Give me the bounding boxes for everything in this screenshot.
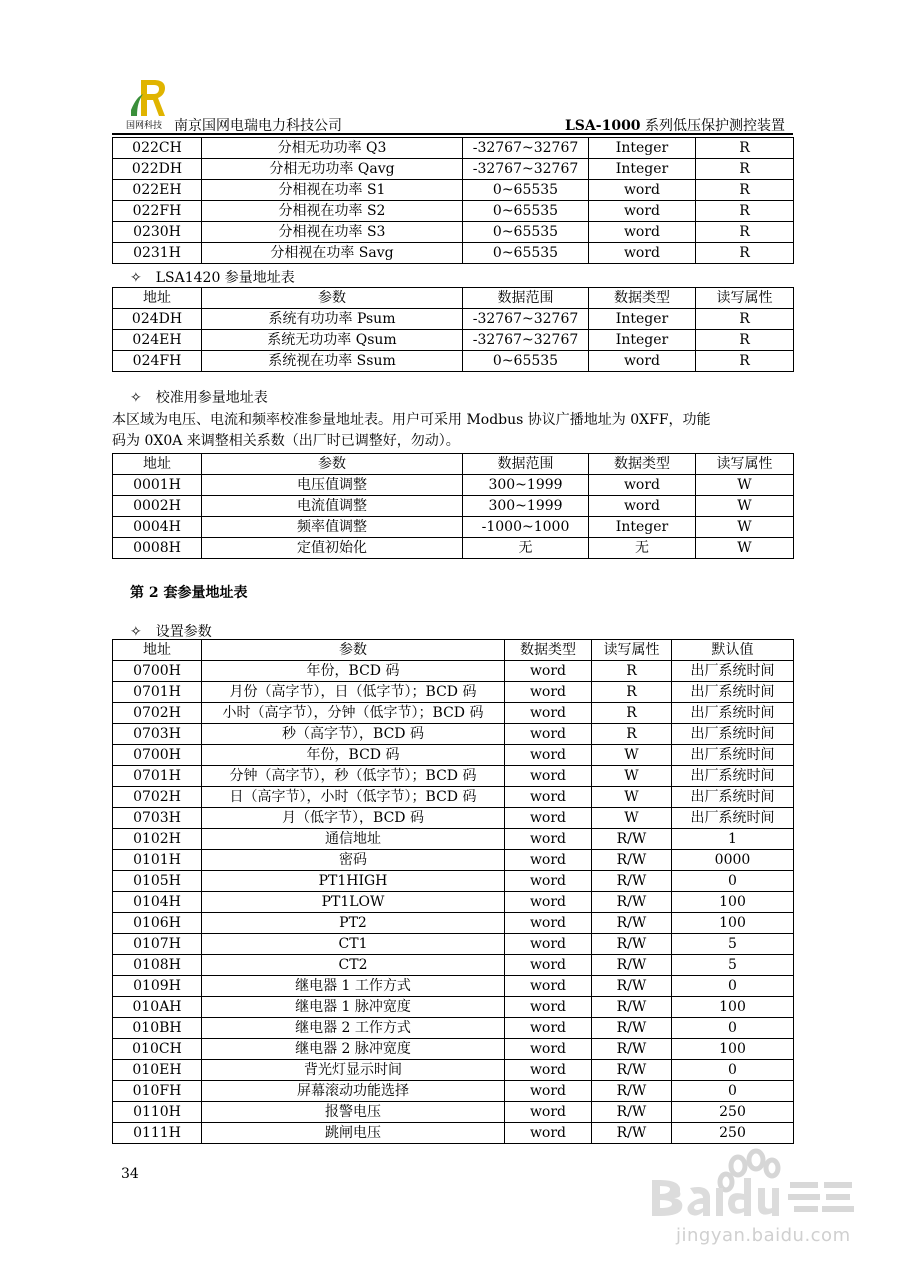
table-cell: 分相视在功率 Savg xyxy=(202,243,463,264)
table-cell: 0106H xyxy=(113,913,202,934)
section-title: 校准用参量地址表 xyxy=(155,390,268,406)
table-cell: word xyxy=(505,1039,592,1060)
column-header: 数据类型 xyxy=(505,640,592,661)
table-cell: -32767~32767 xyxy=(463,309,589,330)
table-cell: 秒（高字节），BCD 码 xyxy=(202,724,505,745)
table-row xyxy=(113,1039,794,1060)
table-cell: 0702H xyxy=(113,703,202,724)
table-cell: 分相无功功率 Qavg xyxy=(202,159,463,180)
table-cell: R/W xyxy=(592,1039,672,1060)
table-cell: word xyxy=(505,976,592,997)
table-cell: 月（低字节），BCD 码 xyxy=(202,808,505,829)
section-title: LSA1420 参量地址表 xyxy=(155,270,295,286)
table-row xyxy=(113,159,794,180)
table-cell: 0230H xyxy=(113,222,202,243)
table-cell: R/W xyxy=(592,934,672,955)
table-cell: CT1 xyxy=(202,934,505,955)
table-cell: W xyxy=(592,766,672,787)
table-row xyxy=(113,222,794,243)
table-cell: R xyxy=(696,243,794,264)
product-model: LSA-1000 xyxy=(564,118,641,134)
table-cell: Integer xyxy=(589,309,696,330)
table-row xyxy=(113,871,794,892)
table-row xyxy=(113,1102,794,1123)
table-cell: 出厂系统时间 xyxy=(672,661,794,682)
column-header: 读写属性 xyxy=(592,640,672,661)
table-cell: 密码 xyxy=(202,850,505,871)
table-continued-params xyxy=(112,137,794,264)
table-cell: word xyxy=(505,997,592,1018)
table-row xyxy=(113,475,794,496)
table-cell: 100 xyxy=(672,913,794,934)
table-cell: R/W xyxy=(592,871,672,892)
diamond-icon: ✧ xyxy=(130,390,142,406)
watermark-url: jingyan.baidu.com xyxy=(676,1225,851,1246)
table-cell: R xyxy=(696,159,794,180)
table-cell: 250 xyxy=(672,1102,794,1123)
table-cell: R xyxy=(592,724,672,745)
table-cell: 022DH xyxy=(113,159,202,180)
table-cell: 背光灯显示时间 xyxy=(202,1060,505,1081)
table-cell: R xyxy=(696,351,794,372)
diamond-icon: ✧ xyxy=(130,270,142,286)
table-cell: W xyxy=(592,808,672,829)
table-cell: 通信地址 xyxy=(202,829,505,850)
table-cell: word xyxy=(589,475,696,496)
table-row xyxy=(113,976,794,997)
table2-body xyxy=(113,288,794,372)
column-header: 地址 xyxy=(113,454,202,475)
table-cell: 250 xyxy=(672,1123,794,1144)
table-row xyxy=(113,997,794,1018)
table-row xyxy=(113,892,794,913)
table-cell: R/W xyxy=(592,1123,672,1144)
table-cell: R xyxy=(696,201,794,222)
product-title xyxy=(565,115,785,135)
table-cell: 0~65535 xyxy=(463,243,589,264)
table-cell: 0700H xyxy=(113,661,202,682)
table-row xyxy=(113,517,794,538)
table-row xyxy=(113,808,794,829)
table-row xyxy=(113,829,794,850)
table-row xyxy=(113,661,794,682)
table-row xyxy=(113,351,794,372)
table-cell: word xyxy=(505,871,592,892)
column-header: 地址 xyxy=(113,640,202,661)
table-cell: word xyxy=(505,808,592,829)
table-cell: 0110H xyxy=(113,1102,202,1123)
table-cell: 0107H xyxy=(113,934,202,955)
table-cell: 0703H xyxy=(113,724,202,745)
table-row xyxy=(113,201,794,222)
table-cell: 024FH xyxy=(113,351,202,372)
table-cell: 分钟（高字节），秒（低字节）；BCD 码 xyxy=(202,766,505,787)
table-row xyxy=(113,787,794,808)
table-cell: W xyxy=(592,787,672,808)
table-cell: -32767~32767 xyxy=(463,138,589,159)
table-row xyxy=(113,955,794,976)
calibration-description xyxy=(112,410,793,452)
table-cell: word xyxy=(505,955,592,976)
table-cell: -32767~32767 xyxy=(463,330,589,351)
table-cell: R xyxy=(696,180,794,201)
table-cell: word xyxy=(589,180,696,201)
header-divider xyxy=(112,133,793,135)
table-cell: 100 xyxy=(672,1039,794,1060)
table-cell: 出厂系统时间 xyxy=(672,808,794,829)
table-cell: 100 xyxy=(672,892,794,913)
table-row xyxy=(113,138,794,159)
table-cell: 022FH xyxy=(113,201,202,222)
table-row xyxy=(113,850,794,871)
table-cell: word xyxy=(505,913,592,934)
table-cell: R/W xyxy=(592,913,672,934)
table-cell: 频率值调整 xyxy=(202,517,463,538)
table1-body xyxy=(113,138,794,264)
diamond-icon: ✧ xyxy=(130,624,142,640)
table-cell: word xyxy=(505,703,592,724)
table-row xyxy=(113,724,794,745)
table-cell: 0~65535 xyxy=(463,351,589,372)
table-row xyxy=(113,1060,794,1081)
table-cell: 010BH xyxy=(113,1018,202,1039)
table-cell: 0008H xyxy=(113,538,202,559)
table-row xyxy=(113,309,794,330)
table-cell: 010EH xyxy=(113,1060,202,1081)
section-settings xyxy=(130,621,212,641)
table-cell: Integer xyxy=(589,330,696,351)
table-cell: W xyxy=(696,475,794,496)
column-header: 参数 xyxy=(202,288,463,309)
table-cell: 1 xyxy=(672,829,794,850)
table-cell: word xyxy=(505,1018,592,1039)
table-row xyxy=(113,538,794,559)
table-cell: R/W xyxy=(592,955,672,976)
table-cell: 300~1999 xyxy=(463,475,589,496)
table-cell: R/W xyxy=(592,997,672,1018)
table-cell: 出厂系统时间 xyxy=(672,703,794,724)
table-cell: word xyxy=(505,1081,592,1102)
table-cell: word xyxy=(505,724,592,745)
table-cell: 0101H xyxy=(113,850,202,871)
table-cell: word xyxy=(505,745,592,766)
table3-body xyxy=(113,454,794,559)
table-cell: word xyxy=(505,1060,592,1081)
table-cell: 出厂系统时间 xyxy=(672,724,794,745)
table-cell: W xyxy=(696,496,794,517)
table-cell: 0002H xyxy=(113,496,202,517)
table-cell: 继电器 1 工作方式 xyxy=(202,976,505,997)
table-cell: R xyxy=(696,138,794,159)
table-cell: 0 xyxy=(672,1081,794,1102)
table-cell: 系统视在功率 Ssum xyxy=(202,351,463,372)
table-cell: 分相视在功率 S1 xyxy=(202,180,463,201)
table-header-row xyxy=(113,454,794,475)
table-cell: PT1HIGH xyxy=(202,871,505,892)
table-cell: R xyxy=(592,661,672,682)
table-cell: R/W xyxy=(592,850,672,871)
column-header: 数据类型 xyxy=(589,288,696,309)
table-row xyxy=(113,913,794,934)
table-cell: -32767~32767 xyxy=(463,159,589,180)
table-row xyxy=(113,1123,794,1144)
column-header: 数据范围 xyxy=(463,288,589,309)
table-cell: word xyxy=(589,243,696,264)
table-cell: 0231H xyxy=(113,243,202,264)
table-cell: W xyxy=(592,745,672,766)
column-header: 地址 xyxy=(113,288,202,309)
baidu-jingyan-watermark-icon xyxy=(648,1148,858,1268)
table-cell: 0004H xyxy=(113,517,202,538)
calibration-description-line2: 码为 0X0A 来调整相关系数（出厂时已调整好，勿动）。 xyxy=(112,433,460,449)
table-row xyxy=(113,934,794,955)
table-cell: 0102H xyxy=(113,829,202,850)
table-cell: 分相视在功率 S3 xyxy=(202,222,463,243)
table-row xyxy=(113,1081,794,1102)
table-cell: Integer xyxy=(589,138,696,159)
table-cell: 继电器 1 脉冲宽度 xyxy=(202,997,505,1018)
table-cell: 分相视在功率 S2 xyxy=(202,201,463,222)
table-cell: R xyxy=(696,309,794,330)
table4-body xyxy=(113,640,794,1144)
table-cell: CT2 xyxy=(202,955,505,976)
table-cell: 300~1999 xyxy=(463,496,589,517)
table-cell: 小时（高字节），分钟（低字节）；BCD 码 xyxy=(202,703,505,724)
table-cell: 0702H xyxy=(113,787,202,808)
table-cell: 0 xyxy=(672,1018,794,1039)
table-row xyxy=(113,496,794,517)
section-calibration xyxy=(130,387,268,407)
table-row xyxy=(113,745,794,766)
table-cell: word xyxy=(589,201,696,222)
column-header: 参数 xyxy=(202,640,505,661)
table-cell: word xyxy=(505,766,592,787)
section-title: 设置参数 xyxy=(155,624,212,640)
table-cell: 电流值调整 xyxy=(202,496,463,517)
set2-title: 第 2 套参量地址表 xyxy=(130,585,248,601)
table-cell: word xyxy=(505,850,592,871)
table-cell: 系统有功功率 Psum xyxy=(202,309,463,330)
logo-caption: 国网科技 xyxy=(126,121,163,131)
table-cell: W xyxy=(696,538,794,559)
table-cell: -1000~1000 xyxy=(463,517,589,538)
table-cell: word xyxy=(505,892,592,913)
table-cell: Integer xyxy=(589,159,696,180)
table-header-row xyxy=(113,288,794,309)
table-cell: word xyxy=(505,829,592,850)
table-cell: 0105H xyxy=(113,871,202,892)
table-cell: word xyxy=(505,787,592,808)
table-cell: word xyxy=(505,661,592,682)
company-name: 南京国网电瑞电力科技公司 xyxy=(174,118,342,134)
table-cell: 分相无功功率 Q3 xyxy=(202,138,463,159)
table-cell: 0~65535 xyxy=(463,180,589,201)
table-cell: R xyxy=(696,330,794,351)
table-cell: R/W xyxy=(592,976,672,997)
table-cell: 022CH xyxy=(113,138,202,159)
table-cell: 系统无功功率 Qsum xyxy=(202,330,463,351)
table-row xyxy=(113,682,794,703)
table-cell: 0~65535 xyxy=(463,222,589,243)
table-settings-params xyxy=(112,639,794,1144)
table-calibration-params xyxy=(112,453,794,559)
table-cell: 0001H xyxy=(113,475,202,496)
table-cell: R/W xyxy=(592,1060,672,1081)
table-cell: Integer xyxy=(589,517,696,538)
table-header-row xyxy=(113,640,794,661)
table-cell: 0109H xyxy=(113,976,202,997)
table-cell: 年份，BCD 码 xyxy=(202,745,505,766)
column-header: 读写属性 xyxy=(696,288,794,309)
table-cell: 0000 xyxy=(672,850,794,871)
table-cell: 0104H xyxy=(113,892,202,913)
table-cell: R/W xyxy=(592,829,672,850)
table-cell: 0703H xyxy=(113,808,202,829)
table-cell: 0108H xyxy=(113,955,202,976)
table-cell: 跳闸电压 xyxy=(202,1123,505,1144)
table-cell: 0701H xyxy=(113,682,202,703)
table-cell: R/W xyxy=(592,1081,672,1102)
table-cell: 屏幕滚动功能选择 xyxy=(202,1081,505,1102)
table-cell: 出厂系统时间 xyxy=(672,787,794,808)
table-lsa1420-params xyxy=(112,287,794,372)
table-cell: word xyxy=(505,682,592,703)
table-row xyxy=(113,1018,794,1039)
table-cell: R/W xyxy=(592,1018,672,1039)
table-cell: 024EH xyxy=(113,330,202,351)
table-cell: R/W xyxy=(592,1102,672,1123)
table-cell: word xyxy=(505,1102,592,1123)
table-row xyxy=(113,180,794,201)
table-cell: 0 xyxy=(672,976,794,997)
table-cell: 010FH xyxy=(113,1081,202,1102)
column-header: 默认值 xyxy=(672,640,794,661)
table-row xyxy=(113,766,794,787)
table-cell: 0111H xyxy=(113,1123,202,1144)
product-name: 系列低压保护测控装置 xyxy=(640,118,785,134)
table-cell: R xyxy=(592,703,672,724)
table-cell: 电压值调整 xyxy=(202,475,463,496)
table-cell: 年份，BCD 码 xyxy=(202,661,505,682)
table-cell: 出厂系统时间 xyxy=(672,766,794,787)
table-cell: PT1LOW xyxy=(202,892,505,913)
calibration-description-line1: 本区域为电压、电流和频率校准参量地址表。用户可采用 Modbus 协议广播地址为 0XFF，功能 xyxy=(112,412,711,428)
page-number: 34 xyxy=(121,1166,139,1182)
table-cell: word xyxy=(505,1123,592,1144)
table-cell: 0700H xyxy=(113,745,202,766)
table-cell: 无 xyxy=(589,538,696,559)
table-cell: 5 xyxy=(672,934,794,955)
table-cell: 报警电压 xyxy=(202,1102,505,1123)
table-cell: 定值初始化 xyxy=(202,538,463,559)
table-cell: 日（高字节），小时（低字节）；BCD 码 xyxy=(202,787,505,808)
table-cell: 出厂系统时间 xyxy=(672,745,794,766)
table-cell: word xyxy=(589,351,696,372)
table-cell: 0~65535 xyxy=(463,201,589,222)
table-cell: word xyxy=(589,496,696,517)
table-cell: 024DH xyxy=(113,309,202,330)
table-cell: 出厂系统时间 xyxy=(672,682,794,703)
table-cell: 5 xyxy=(672,955,794,976)
table-cell: 0 xyxy=(672,871,794,892)
table-cell: word xyxy=(505,934,592,955)
table-cell: 010CH xyxy=(113,1039,202,1060)
column-header: 数据类型 xyxy=(589,454,696,475)
column-header: 参数 xyxy=(202,454,463,475)
column-header: 数据范围 xyxy=(463,454,589,475)
table-cell: R/W xyxy=(592,892,672,913)
table-cell: 继电器 2 工作方式 xyxy=(202,1018,505,1039)
table-row xyxy=(113,703,794,724)
table-cell: 0701H xyxy=(113,766,202,787)
table-cell: PT2 xyxy=(202,913,505,934)
table-cell: R xyxy=(696,222,794,243)
table-cell: word xyxy=(589,222,696,243)
table-cell: 022EH xyxy=(113,180,202,201)
table-cell: 月份（高字节），日（低字节）；BCD 码 xyxy=(202,682,505,703)
table-cell: W xyxy=(696,517,794,538)
table-row xyxy=(113,243,794,264)
table-cell: 0 xyxy=(672,1060,794,1081)
column-header: 读写属性 xyxy=(696,454,794,475)
table-cell: R xyxy=(592,682,672,703)
section-lsa1420 xyxy=(130,267,295,287)
table-cell: 无 xyxy=(463,538,589,559)
table-cell: 100 xyxy=(672,997,794,1018)
table-row xyxy=(113,330,794,351)
table-cell: 继电器 2 脉冲宽度 xyxy=(202,1039,505,1060)
table-cell: 010AH xyxy=(113,997,202,1018)
